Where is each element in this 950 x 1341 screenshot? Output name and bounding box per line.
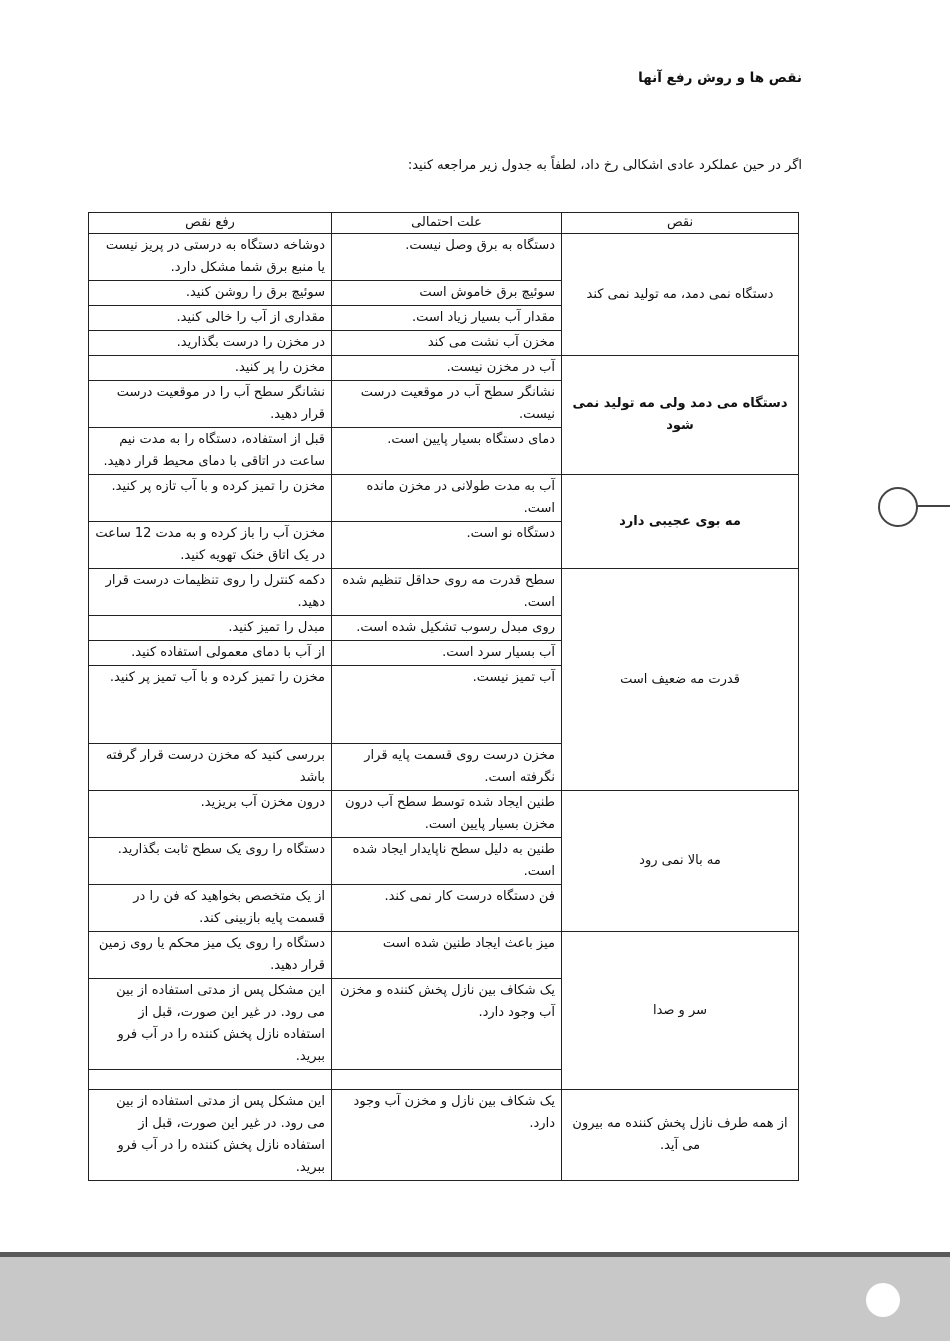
cause-cell: دستگاه نو است. [332,522,562,569]
fix-cell: مخزن آب را باز کرده و به مدت 12 ساعت در یک اتاق خنک تهویه کنید. [89,522,332,569]
fix-cell: سوئیچ برق را روشن کنید. [89,281,332,306]
header-fix: رفع نقص [89,213,332,234]
footer-band [0,1257,950,1341]
table-row [89,932,799,979]
fix-cell: مخزن را پر کنید. [89,356,332,381]
fix-cell: این مشکل پس از مدتی استفاده از بین می رود. در غیر این صورت، قبل از استفاده نازل پخش کننده را در آب فرو ببرید. [89,979,332,1070]
cause-cell: سطح قدرت مه روی حداقل تنظیم شده است. [332,569,562,616]
cause-cell: دمای دستگاه بسیار پایین است. [332,428,562,475]
page-title: نقص ها و روش رفع آنها [638,70,802,86]
fix-cell: درون مخزن آب بریزید. [89,791,332,838]
header-cause: علت احتمالی [332,213,562,234]
cause-cell: یک شکاف بین نازل پخش کننده و مخزن آب وجود دارد. [332,979,562,1070]
table-row [89,356,799,381]
page-number-circle [866,1283,900,1317]
cause-cell: مخزن درست روی قسمت پایه قرار نگرفته است. [332,744,562,791]
fault-cell: از همه طرف نازل پخش کننده مه بیرون می آید. [562,1090,799,1181]
cause-cell: یک شکاف بین نازل و مخزن آب وجود دارد. [332,1090,562,1181]
table-header-row [89,213,799,234]
fault-cell: دستگاه می دمد ولی مه تولید نمی شود [562,356,799,475]
table-row [89,234,799,281]
fix-cell: مبدل را تمیز کنید. [89,616,332,641]
cause-cell: میز باعث ایجاد طنین شده است [332,932,562,979]
cause-cell: مخزن آب نشت می کند [332,331,562,356]
fix-cell: این مشکل پس از مدتی استفاده از بین می رود. در غیر این صورت، قبل از استفاده نازل پخش کننده را در آب فرو ببرید. [89,1090,332,1181]
fix-cell: از یک متخصص بخواهید که فن را در قسمت پایه بازبینی کند. [89,885,332,932]
intro-text: اگر در حین عملکرد عادی اشکالی رخ داد، لطفاً به جدول زیر مراجعه کنید: [407,158,802,173]
fix-cell: دستگاه را روی یک میز محکم یا روی زمین قرار دهید. [89,932,332,979]
cause-cell: دستگاه به برق وصل نیست. [332,234,562,281]
cause-cell: نشانگر سطح آب در موقعیت درست نیست. [332,381,562,428]
fix-cell: در مخزن را درست بگذارید. [89,331,332,356]
fix-cell [89,1070,332,1090]
fault-cell: دستگاه نمی دمد، مه تولید نمی کند [562,234,799,356]
fault-cell: مه بالا نمی رود [562,791,799,932]
troubleshooting-table [88,212,799,1181]
table-row [89,475,799,522]
table-row [89,569,799,616]
table-row [89,1090,799,1181]
cause-cell: سوئیچ برق خاموش است [332,281,562,306]
fix-cell: از آب با دمای معمولی استفاده کنید. [89,641,332,666]
fix-cell: مخزن را تمیز کرده و با آب تازه پر کنید. [89,475,332,522]
cause-cell: روی مبدل رسوب تشکیل شده است. [332,616,562,641]
cause-cell: آب بسیار سرد است. [332,641,562,666]
fix-cell: نشانگر سطح آب را در موقعیت درست قرار دهید. [89,381,332,428]
fault-cell: مه بوی عجیبی دارد [562,475,799,569]
cause-cell: آب به مدت طولانی در مخزن مانده است. [332,475,562,522]
section-tab-circle [878,487,918,527]
cause-cell: طنین به دلیل سطح ناپایدار ایجاد شده است. [332,838,562,885]
cause-cell: آب در مخزن نیست. [332,356,562,381]
cause-cell: آب تمیز نیست. [332,666,562,744]
fix-cell: دکمه کنترل را روی تنظیمات درست قرار دهید. [89,569,332,616]
table-row [89,791,799,838]
section-tab-line [916,505,950,507]
fix-cell: مخزن را تمیز کرده و با آب تمیز پر کنید. [89,666,332,744]
fault-cell: سر و صدا [562,932,799,1090]
fix-cell: مقداری از آب را خالی کنید. [89,306,332,331]
fix-cell: قبل از استفاده، دستگاه را به مدت نیم ساعت در اتاقی با دمای محیط قرار دهید. [89,428,332,475]
fix-cell: دستگاه را روی یک سطح ثابت بگذارید. [89,838,332,885]
fix-cell: بررسی کنید که مخزن درست قرار گرفته باشد [89,744,332,791]
fault-cell: قدرت مه ضعیف است [562,569,799,791]
cause-cell [332,1070,562,1090]
cause-cell: طنین ایجاد شده توسط سطح آب درون مخزن بسیار پایین است. [332,791,562,838]
cause-cell: مقدار آب بسیار زیاد است. [332,306,562,331]
fix-cell: دوشاخه دستگاه به درستی در پریز نیست یا منبع برق شما مشکل دارد. [89,234,332,281]
header-fault: نقص [562,213,799,234]
cause-cell: فن دستگاه درست کار نمی کند. [332,885,562,932]
